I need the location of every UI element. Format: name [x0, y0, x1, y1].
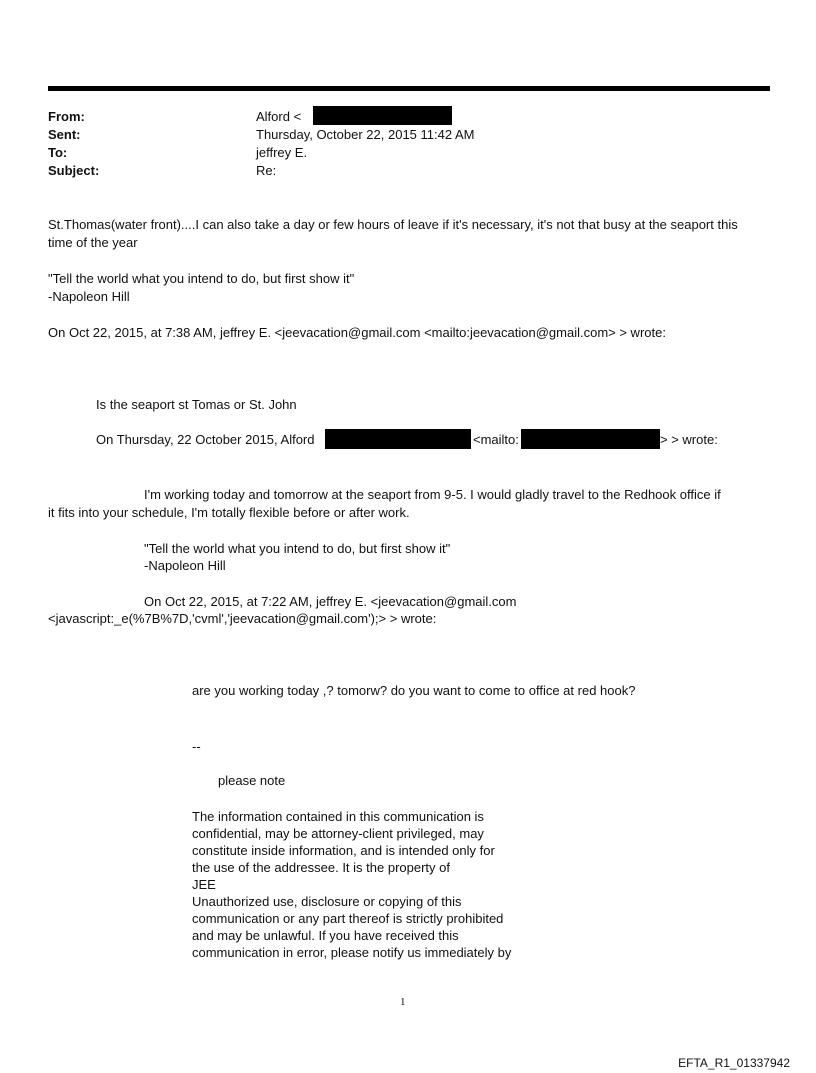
- disclaimer-block: [192, 808, 542, 961]
- subject-value: Re:: [256, 163, 277, 178]
- disclaimer-line: confidential, may be attorney-client privileged, may: [192, 826, 484, 841]
- disclaimer-line: JEE: [192, 877, 216, 892]
- body-line: time of the year: [48, 235, 138, 250]
- seaport-question: Is the seaport st Tomas or St. John: [96, 397, 297, 412]
- sent-value: Thursday, October 22, 2015 11:42 AM: [256, 127, 475, 142]
- to-label: To:: [48, 145, 68, 160]
- disclaimer-line: the use of the addressee. It is the property of: [192, 860, 450, 875]
- disclaimer-line: and may be unlawful. If you have received this: [192, 928, 459, 943]
- signature-dashes: --: [192, 739, 201, 754]
- header-rule: [48, 86, 770, 91]
- please-note: please note: [218, 773, 286, 788]
- body-line: I'm working today and tomorrow at the seaport from 9-5. I would gladly travel to the Redhook office if: [144, 487, 721, 502]
- redaction-box: [521, 429, 660, 449]
- quote-line: "Tell the world what you intend to do, but first show it": [48, 271, 355, 286]
- reply-header-722-cont: <javascript:_e(%7B%7D,'cvml','jeevacation@gmail.com');> > wrote:: [48, 611, 437, 626]
- disclaimer-line: constitute inside information, and is intended only for: [192, 843, 495, 858]
- disclaimer-line: Unauthorized use, disclosure or copying of this: [192, 894, 462, 909]
- redaction-box: [325, 429, 471, 449]
- reply-header-722: On Oct 22, 2015, at 7:22 AM, jeffrey E. <jeevacation@gmail.com: [144, 594, 517, 609]
- reply-header-738: On Oct 22, 2015, at 7:38 AM, jeffrey E. <jeevacation@gmail.com <mailto:jeevacation@gmail.com> > wrote:: [48, 325, 666, 340]
- body-line: St.Thomas(water front)....I can also take a day or few hours of leave if it's necessary, it's not that busy at the seaport this: [48, 217, 738, 232]
- sent-label: Sent:: [48, 127, 81, 142]
- subject-label: Subject:: [48, 163, 100, 178]
- quote-author: -Napoleon Hill: [48, 289, 130, 304]
- wrote-suffix: > > wrote:: [660, 432, 718, 447]
- body-line: it fits into your schedule, I'm totally flexible before or after work.: [48, 505, 410, 520]
- quote-line: "Tell the world what you intend to do, but first show it": [144, 541, 451, 556]
- page-number: 1: [400, 996, 406, 1008]
- redaction-box: [313, 106, 452, 125]
- mailto-prefix: <mailto:: [473, 432, 519, 447]
- quote-author: -Napoleon Hill: [144, 558, 226, 573]
- document-id: EFTA_R1_01337942: [678, 1056, 790, 1070]
- disclaimer-line: communication or any part thereof is strictly prohibited: [192, 911, 504, 926]
- from-value: Alford <: [256, 109, 302, 124]
- reply-header-thursday: On Thursday, 22 October 2015, Alford: [96, 432, 315, 447]
- to-value: jeffrey E.: [256, 145, 308, 160]
- question-line: are you working today ,? tomorw? do you want to come to office at red hook?: [192, 683, 636, 698]
- from-label: From:: [48, 109, 85, 124]
- disclaimer-line: communication in error, please notify us immediately by: [192, 945, 512, 960]
- disclaimer-line: The information contained in this communication is: [192, 809, 484, 824]
